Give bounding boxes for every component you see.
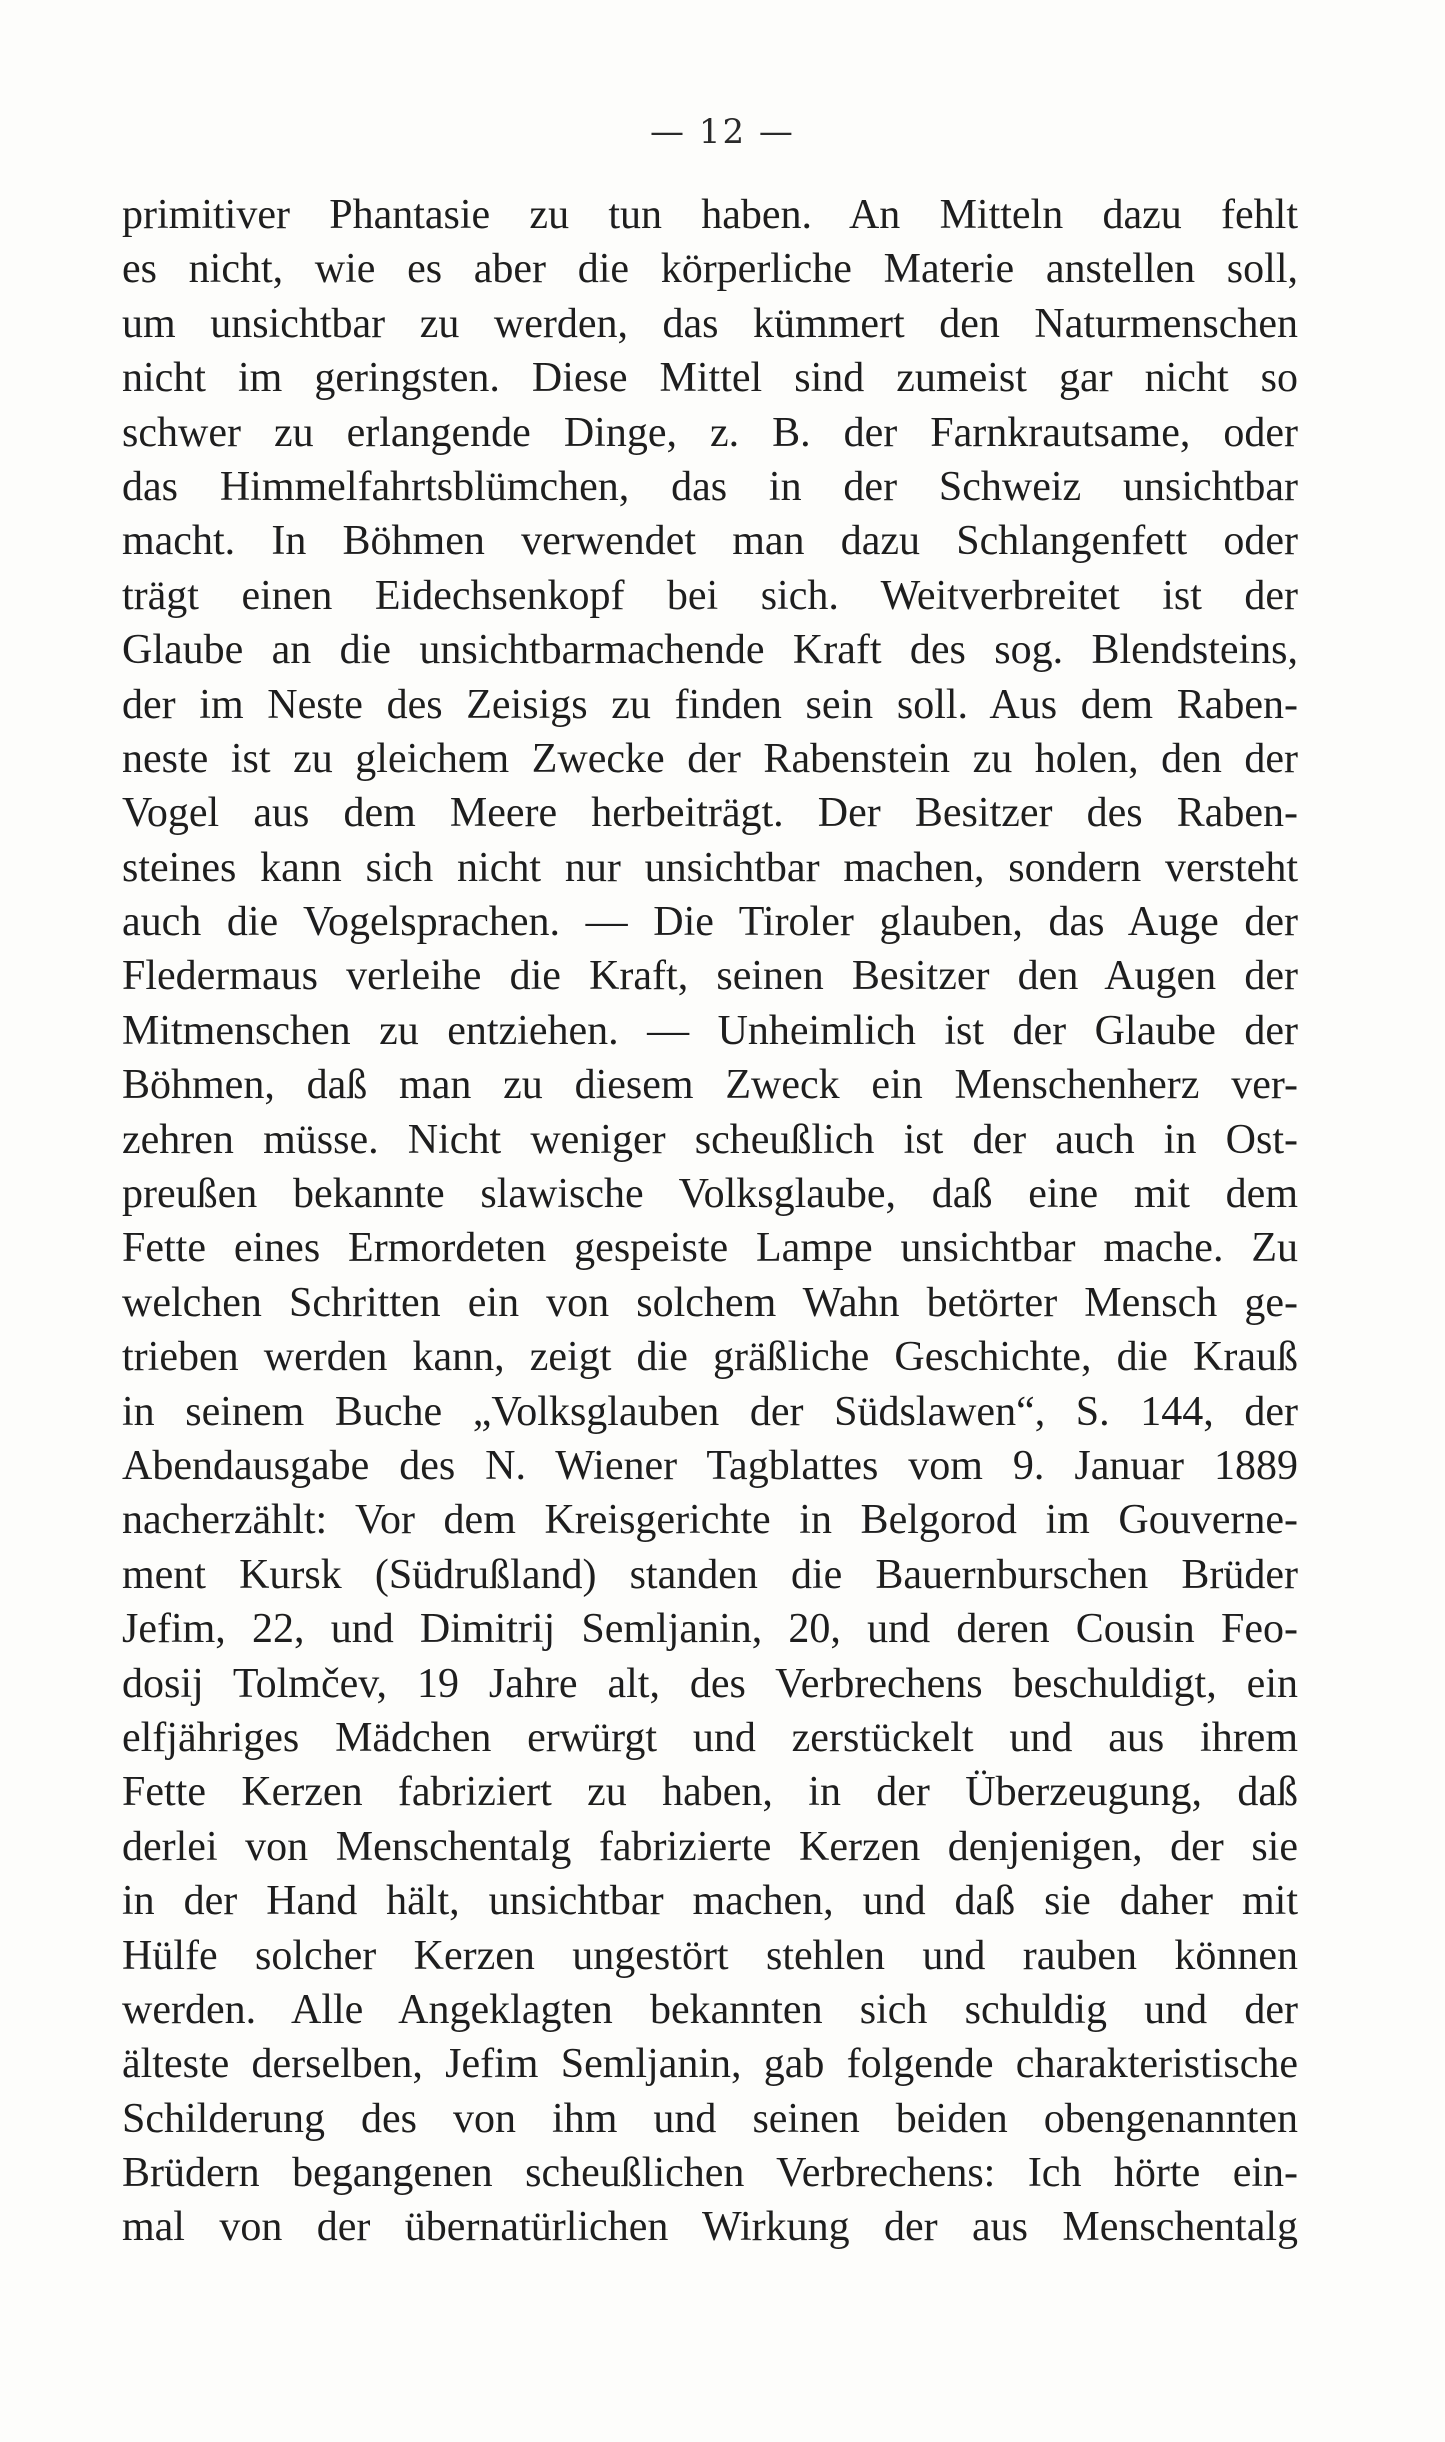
text-line: Brüdern begangenen scheußlichen Verbrechens: Ich hörte ein-: [122, 2150, 1298, 2197]
text-line: es nicht, wie es aber die körperliche Materie anstellen soll,: [122, 246, 1298, 293]
text-line: nicht im geringsten. Diese Mittel sind zumeist gar nicht so: [122, 355, 1298, 402]
text-line: Jefim, 22, und Dimitrij Semljanin, 20, und deren Cousin Feo-: [122, 1606, 1298, 1653]
text-line: Glaube an die unsichtbarmachende Kraft des sog. Blendsteins,: [122, 627, 1298, 674]
text-line: in der Hand hält, unsichtbar machen, und daß sie daher mit: [122, 1878, 1298, 1925]
text-line: auch die Vogelsprachen. — Die Tiroler glauben, das Auge der: [122, 899, 1298, 946]
text-line: neste ist zu gleichem Zwecke der Rabenstein zu holen, den der: [122, 735, 1298, 782]
text-line: Böhmen, daß man zu diesem Zweck ein Menschenherz ver-: [122, 1062, 1298, 1109]
text-line: elfjähriges Mädchen erwürgt und zerstückelt und aus ihrem: [122, 1714, 1298, 1761]
text-line: das Himmelfahrtsblümchen, das in der Schweiz unsichtbar: [122, 463, 1298, 510]
text-line: Fette Kerzen fabriziert zu haben, in der Überzeugung, daß: [122, 1769, 1298, 1816]
text-line: mal von der übernatürlichen Wirkung der aus Menschentalg: [122, 2204, 1298, 2251]
text-line: der im Neste des Zeisigs zu finden sein soll. Aus dem Raben-: [122, 681, 1298, 728]
text-line: trägt einen Eidechsenkopf bei sich. Weitverbreitet ist der: [122, 572, 1298, 619]
text-line: welchen Schritten ein von solchem Wahn betörter Mensch ge-: [122, 1279, 1298, 1326]
text-line: nacherzählt: Vor dem Kreisgerichte in Belgorod im Gouverne-: [122, 1497, 1298, 1544]
text-line: ment Kursk (Südrußland) standen die Bauernburschen Brüder: [122, 1551, 1298, 1598]
text-line: zehren müsse. Nicht weniger scheußlich ist der auch in Ost-: [122, 1116, 1298, 1163]
text-line: Vogel aus dem Meere herbeiträgt. Der Besitzer des Raben-: [122, 790, 1298, 837]
text-line: Mitmenschen zu entziehen. — Unheimlich ist der Glaube der: [122, 1007, 1298, 1054]
text-line: preußen bekannte slawische Volksglaube, daß eine mit dem: [122, 1171, 1298, 1218]
text-line: älteste derselben, Jefim Semljanin, gab folgende charakteristische: [122, 2041, 1298, 2088]
text-line: werden. Alle Angeklagten bekannten sich schuldig und der: [122, 1986, 1298, 2033]
text-line: Schilderung des von ihm und seinen beiden obengenannten: [122, 2095, 1298, 2142]
text-line: derlei von Menschentalg fabrizierte Kerzen denjenigen, der sie: [122, 1823, 1298, 1870]
text-line: steines kann sich nicht nur unsichtbar machen, sondern versteht: [122, 844, 1298, 891]
body-text: [122, 188, 1298, 2255]
text-line: Fledermaus verleihe die Kraft, seinen Besitzer den Augen der: [122, 953, 1298, 1000]
text-line: um unsichtbar zu werden, das kümmert den Naturmenschen: [122, 300, 1298, 347]
text-line: Hülfe solcher Kerzen ungestört stehlen und rauben können: [122, 1932, 1298, 1979]
text-line: Fette eines Ermordeten gespeiste Lampe unsichtbar mache. Zu: [122, 1225, 1298, 1272]
text-line: trieben werden kann, zeigt die gräßliche Geschichte, die Krauß: [122, 1334, 1298, 1381]
text-line: macht. In Böhmen verwendet man dazu Schlangenfett oder: [122, 518, 1298, 565]
text-line: schwer zu erlangende Dinge, z. B. der Farnkrautsame, oder: [122, 409, 1298, 456]
text-line: Abendausgabe des N. Wiener Tagblattes vom 9. Januar 1889: [122, 1442, 1298, 1489]
text-line: primitiver Phantasie zu tun haben. An Mitteln dazu fehlt: [122, 192, 1298, 238]
page-number: — 12 —: [650, 112, 795, 152]
text-line: dosij Tolmčev, 19 Jahre alt, des Verbrechens beschuldigt, ein: [122, 1660, 1298, 1707]
text-line: in seinem Buche „Volksglauben der Südslawen“, S. 144, der: [122, 1388, 1298, 1435]
